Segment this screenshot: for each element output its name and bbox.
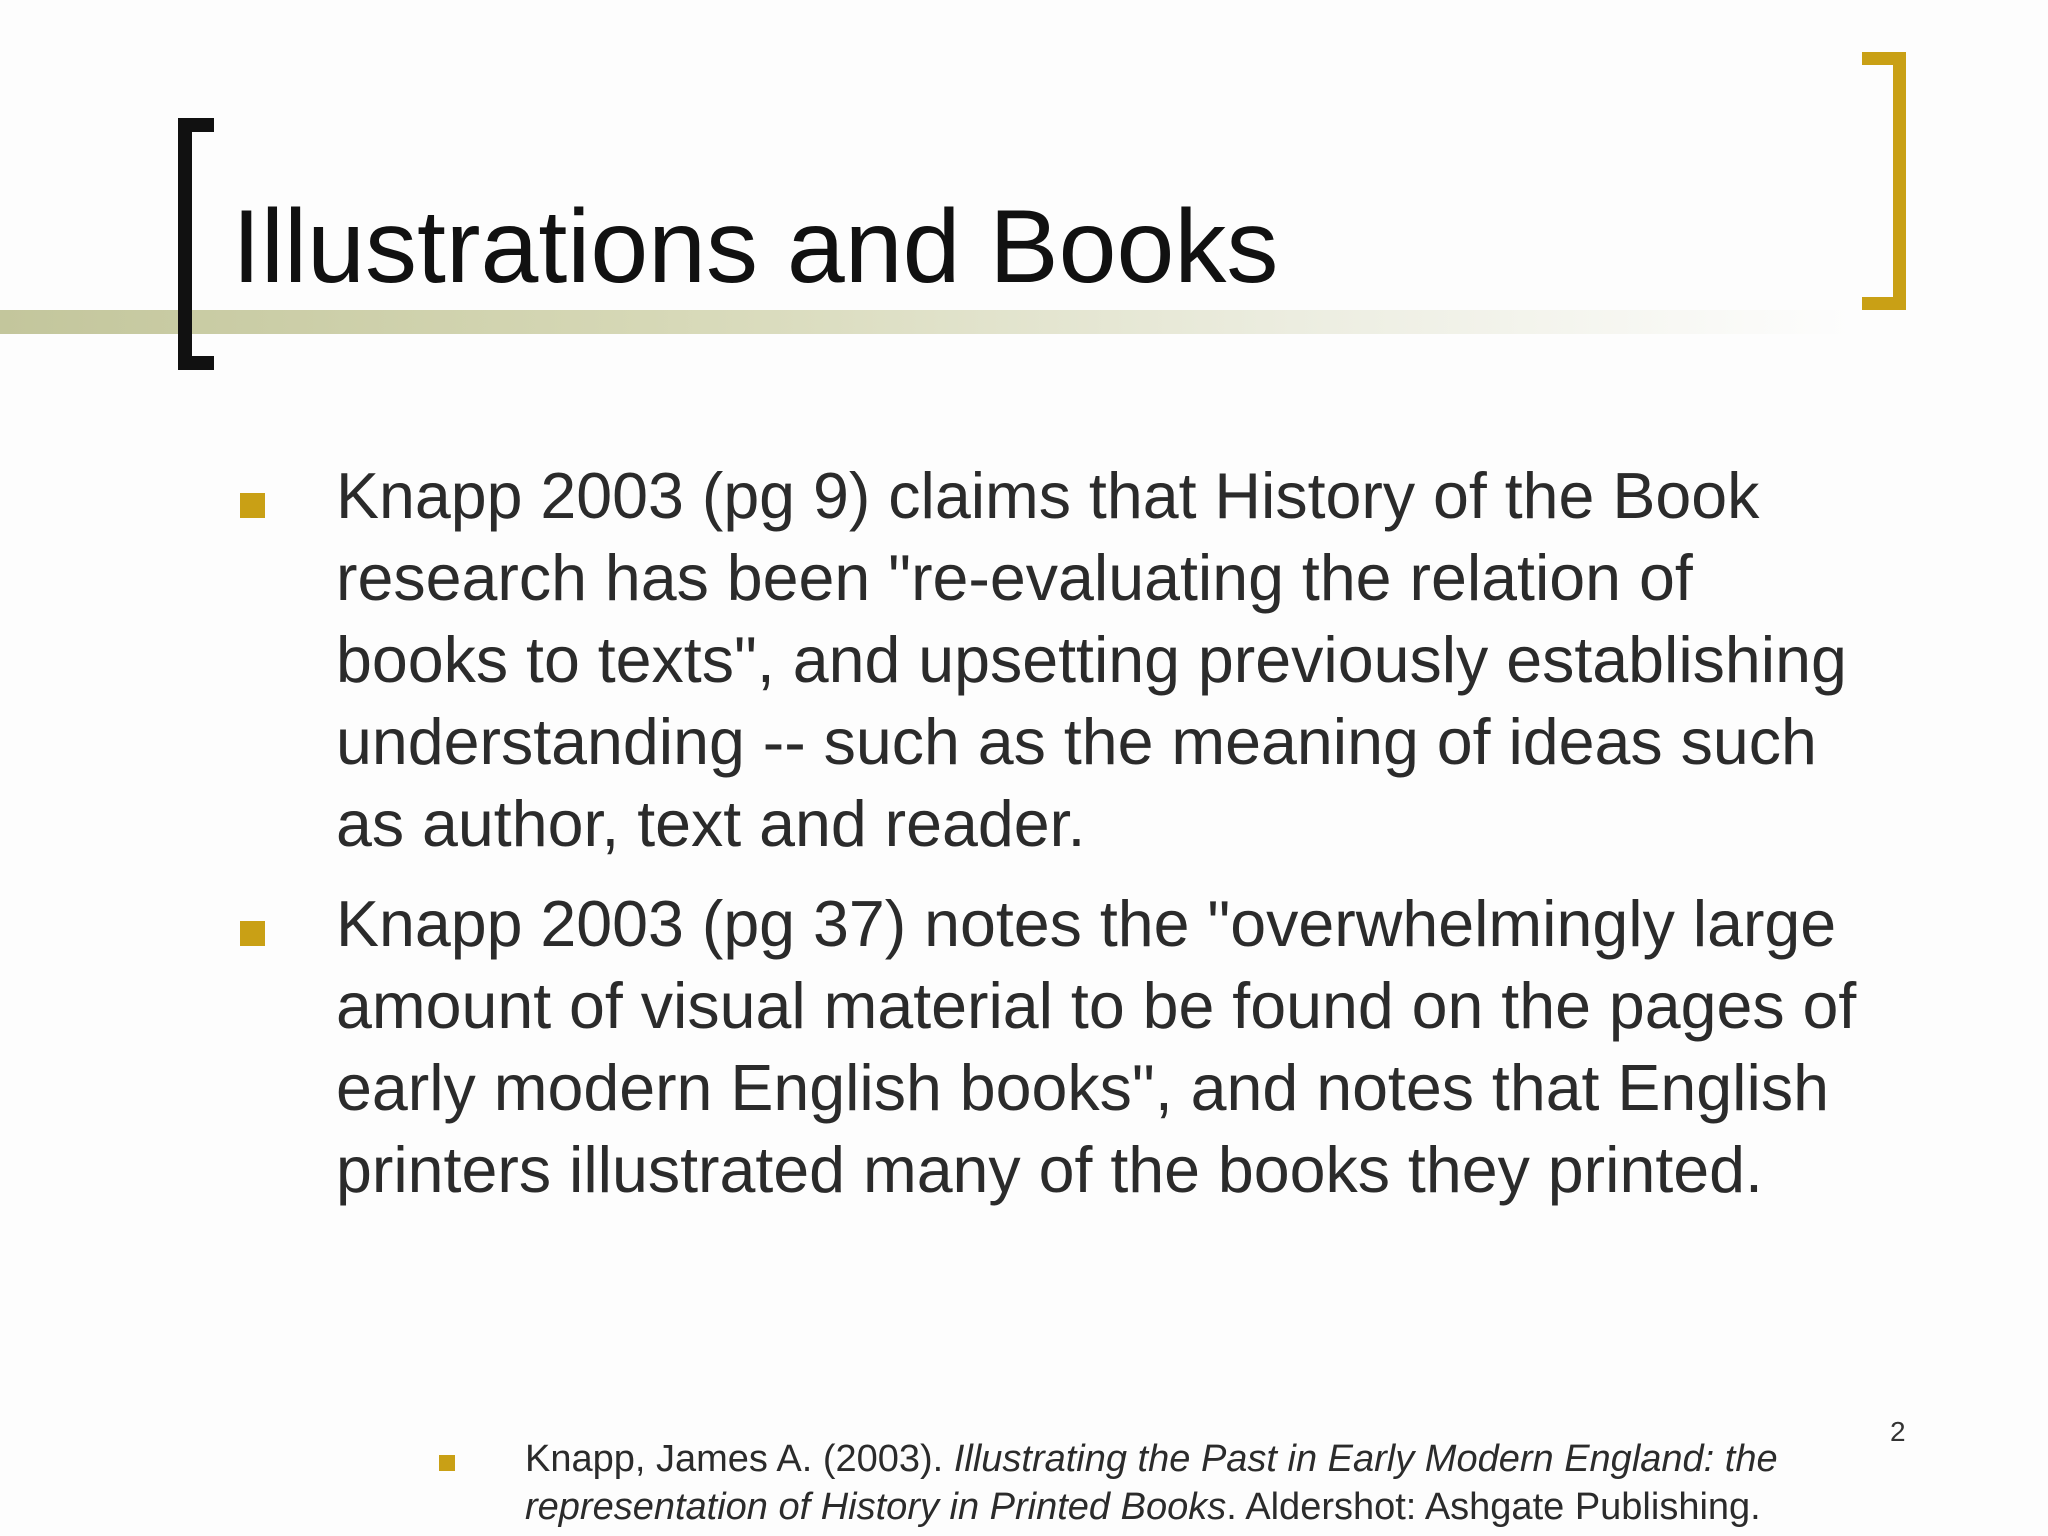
bullet-item — [236, 883, 1876, 1211]
right-bracket-decoration — [1862, 52, 1906, 310]
reference-author-year: Knapp, James A. (2003). — [525, 1438, 954, 1480]
reference-citation — [435, 1435, 1985, 1531]
title-underline-rule — [0, 310, 1850, 334]
slide-title: Illustrations and Books — [232, 189, 1279, 305]
bullet-list — [236, 455, 1876, 1211]
square-bullet-icon — [439, 1455, 455, 1471]
page-number: 2 — [1890, 1416, 1906, 1447]
square-bullet-icon — [240, 921, 265, 946]
bullet-text: Knapp 2003 (pg 9) claims that History of the Book research has been "re-evaluating the relation of books to texts", and upsetting previously establishing understanding -- such as the meaning of ideas such as author, text and reader. — [336, 460, 1847, 860]
bullet-text: Knapp 2003 (pg 37) notes the "overwhelmingly large amount of visual material to be found on the pages of early modern English books", and notes that English printers illustrated many of the books they printed. — [336, 888, 1857, 1206]
reference-publisher: . Aldershot: Ashgate Publishing. — [1226, 1486, 1761, 1528]
reference-text — [525, 1435, 1985, 1531]
bullet-item — [236, 455, 1876, 865]
left-bracket-decoration — [178, 118, 214, 370]
square-bullet-icon — [240, 493, 265, 518]
reference-book-title: Illustrating the Past in Early Modern England: the representation of History in Printed Books — [525, 1438, 1778, 1528]
